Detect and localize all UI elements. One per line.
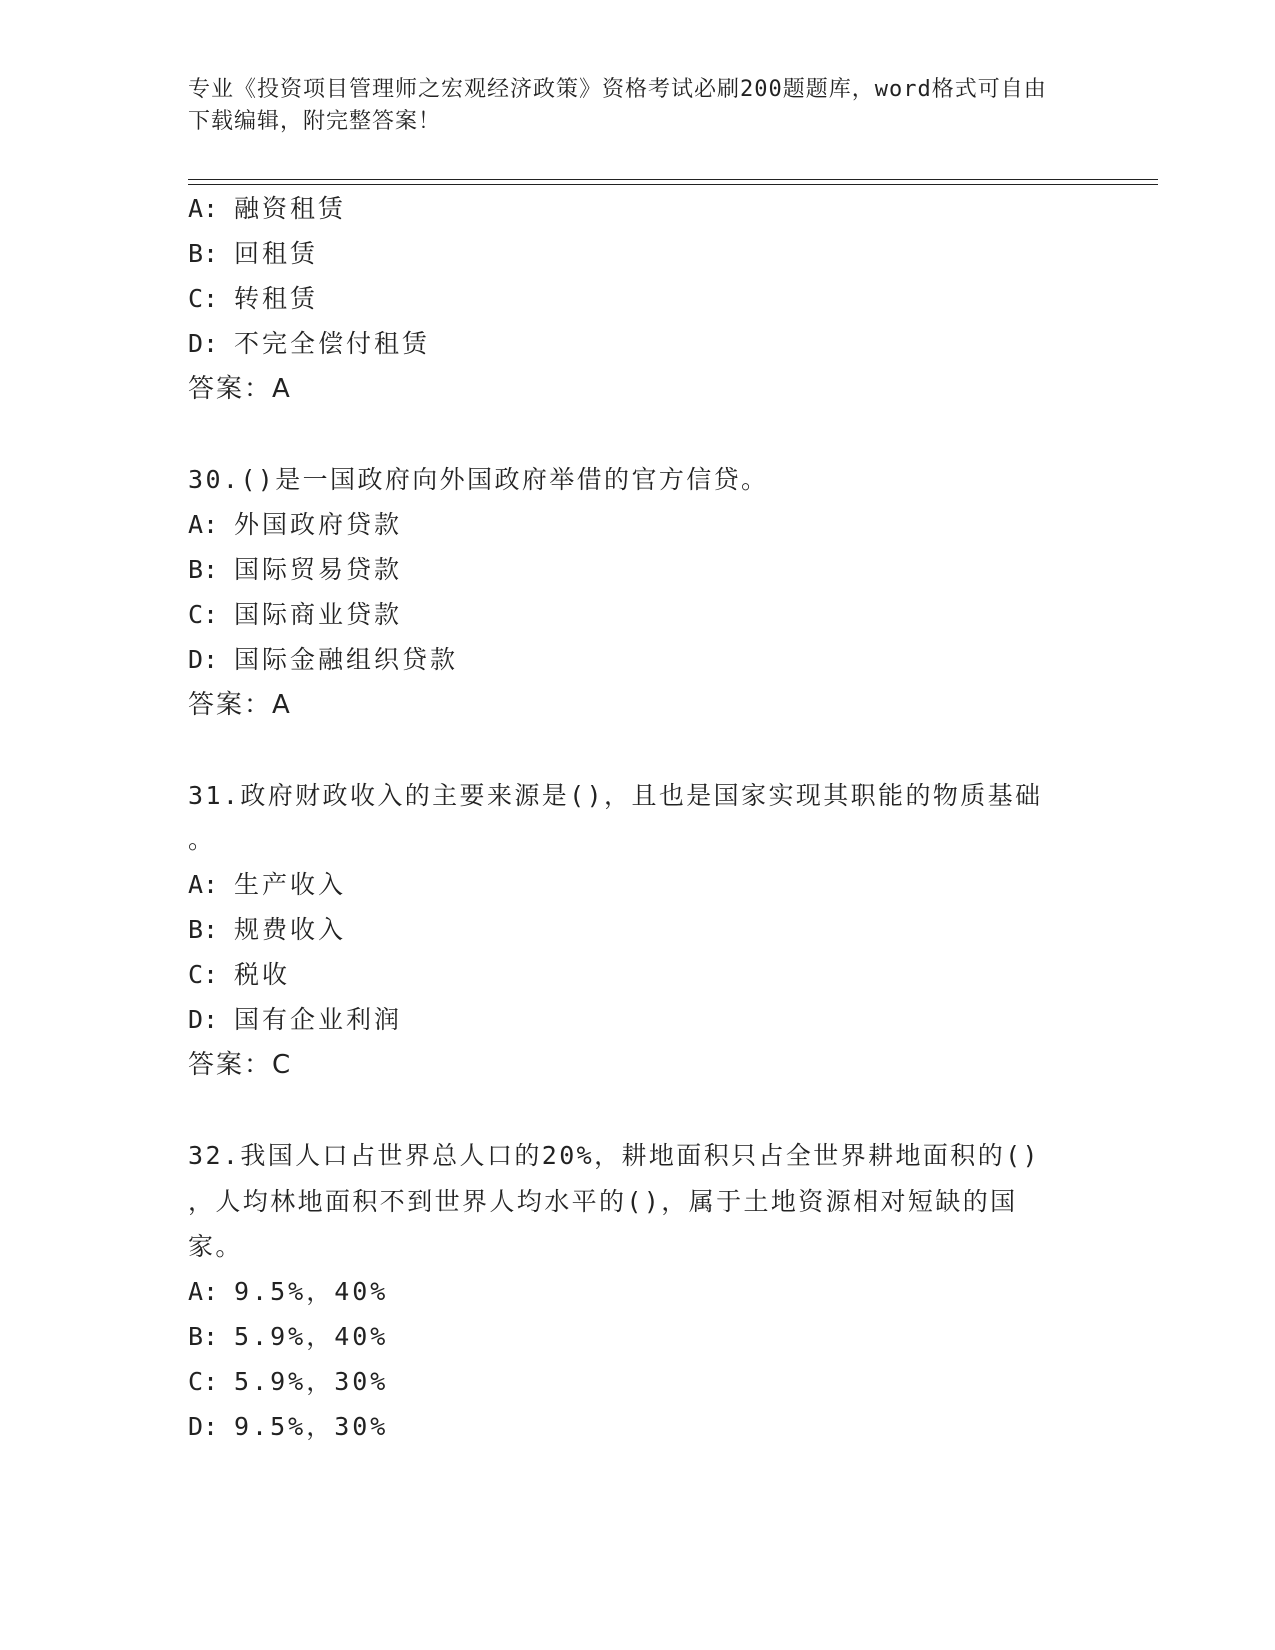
answer-line: 答案：A (188, 690, 292, 720)
option-text: 国际贸易贷款 (234, 555, 403, 584)
option-a (188, 1276, 388, 1308)
option-text: 国际商业贷款 (234, 600, 403, 629)
option-letter: A: (188, 194, 219, 223)
option-text: 外国政府贷款 (234, 510, 403, 539)
option-text: 9.5%，30% (234, 1412, 389, 1441)
option-letter: D: (188, 1412, 219, 1441)
option-letter: A: (188, 870, 219, 899)
option-a (188, 869, 346, 901)
question-text: 30.()是一国政府向外国政府举借的官方信贷。 (188, 465, 769, 494)
option-text: 5.9%，40% (234, 1322, 389, 1351)
question-text: 。 (188, 825, 216, 854)
option-b (188, 914, 346, 946)
option-text: 融资租赁 (234, 194, 347, 223)
option-text: 税收 (234, 960, 291, 989)
question-text: 32.我国人口占世界总人口的20%，耕地面积只占全世界耕地面积的() (188, 1141, 1041, 1170)
option-b (188, 554, 402, 586)
header-divider-bottom (188, 184, 1158, 185)
option-text: 9.5%，40% (234, 1277, 389, 1306)
option-text: 国有企业利润 (234, 1005, 403, 1034)
answer-line: 答案：A (188, 374, 292, 404)
document-header: 专业《投资项目管理师之宏观经济政策》资格考试必刷200题题库，word格式可自由下载编辑，附完整答案！ (188, 77, 1047, 134)
option-letter: D: (188, 645, 219, 674)
option-letter: B: (188, 915, 219, 944)
option-d (188, 1411, 388, 1443)
option-text: 5.9%，30% (234, 1367, 389, 1396)
answer-line: 答案：C (188, 1050, 293, 1080)
option-c (188, 599, 402, 631)
option-text: 生产收入 (234, 870, 347, 899)
option-text: 规费收入 (234, 915, 347, 944)
question-text: 31.政府财政收入的主要来源是()，且也是国家实现其职能的物质基础 (188, 781, 1043, 810)
question-text: 家。 (188, 1232, 243, 1261)
header-divider-top (188, 179, 1158, 180)
option-text: 回租赁 (234, 239, 319, 268)
option-letter: C: (188, 284, 219, 313)
option-letter: B: (188, 239, 219, 268)
option-d (188, 328, 430, 360)
option-d (188, 644, 458, 676)
option-a (188, 509, 402, 541)
option-text: 国际金融组织贷款 (234, 645, 459, 674)
option-text: 转租赁 (234, 284, 319, 313)
option-b (188, 1321, 388, 1353)
option-text: 不完全偿付租赁 (234, 329, 431, 358)
option-letter: B: (188, 1322, 219, 1351)
option-letter: A: (188, 1277, 219, 1306)
option-d (188, 1004, 402, 1036)
option-b (188, 238, 318, 270)
question-text: ，人均林地面积不到世界人均水平的()，属于土地资源相对短缺的国 (188, 1187, 1018, 1216)
option-c (188, 1366, 388, 1398)
option-c (188, 959, 290, 991)
option-letter: D: (188, 329, 219, 358)
option-c (188, 283, 318, 315)
option-letter: B: (188, 555, 219, 584)
option-letter: C: (188, 1367, 219, 1396)
option-letter: C: (188, 600, 219, 629)
option-letter: C: (188, 960, 219, 989)
option-a (188, 193, 346, 225)
option-letter: D: (188, 1005, 219, 1034)
option-letter: A: (188, 510, 219, 539)
